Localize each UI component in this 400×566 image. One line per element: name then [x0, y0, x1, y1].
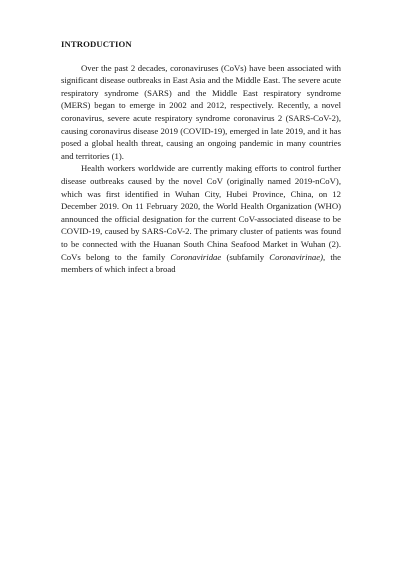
taxon-family: Coronaviridae [170, 251, 222, 262]
paragraph-text: Over the past 2 decades, coronaviruses (CoVs) have been associated with significant disease outbreaks in East Asia and the Middle East. The severe acute respiratory syndrome (SARS) and the Middle East respiratory syndrome (MERS) began to emerge in 2002 and 2012, respectively. Recently, a novel coronavirus, severe acute respiratory syndrome coronavirus 2 (SARS-CoV-2), causing coronavirus disease 2019 (COVID-19), emerged in late 2019, and it has posed a global health threat, causing an ongoing pandemic in many countries and territories (1). [61, 62, 341, 161]
paragraph-text: the members of which infect a broad [61, 251, 341, 275]
article-body [61, 38, 341, 276]
taxon-subfamily: Coronavirinae), [269, 251, 326, 262]
paragraph-2 [61, 162, 341, 275]
paragraph-text: Health workers worldwide are currently making efforts to control further disease outbreaks caused by the novel CoV (originally named 2019-nCoV), which was first identified in Wuhan City, Hubei Province, China, on 12 December 2019. On 11 February 2020, the World Health Organization (WHO) announced the official designation for the current CoV-associated disease to be COVID-19, caused by SARS-CoV-2. The primary cluster of patients was found to be connected with the Huanan South China Seafood Market in Wuhan (2). CoVs belong to the family [61, 163, 341, 262]
paragraph-1 [61, 62, 341, 163]
section-heading: INTRODUCTION [61, 39, 132, 49]
paragraph-text: (subfamily [221, 251, 270, 262]
